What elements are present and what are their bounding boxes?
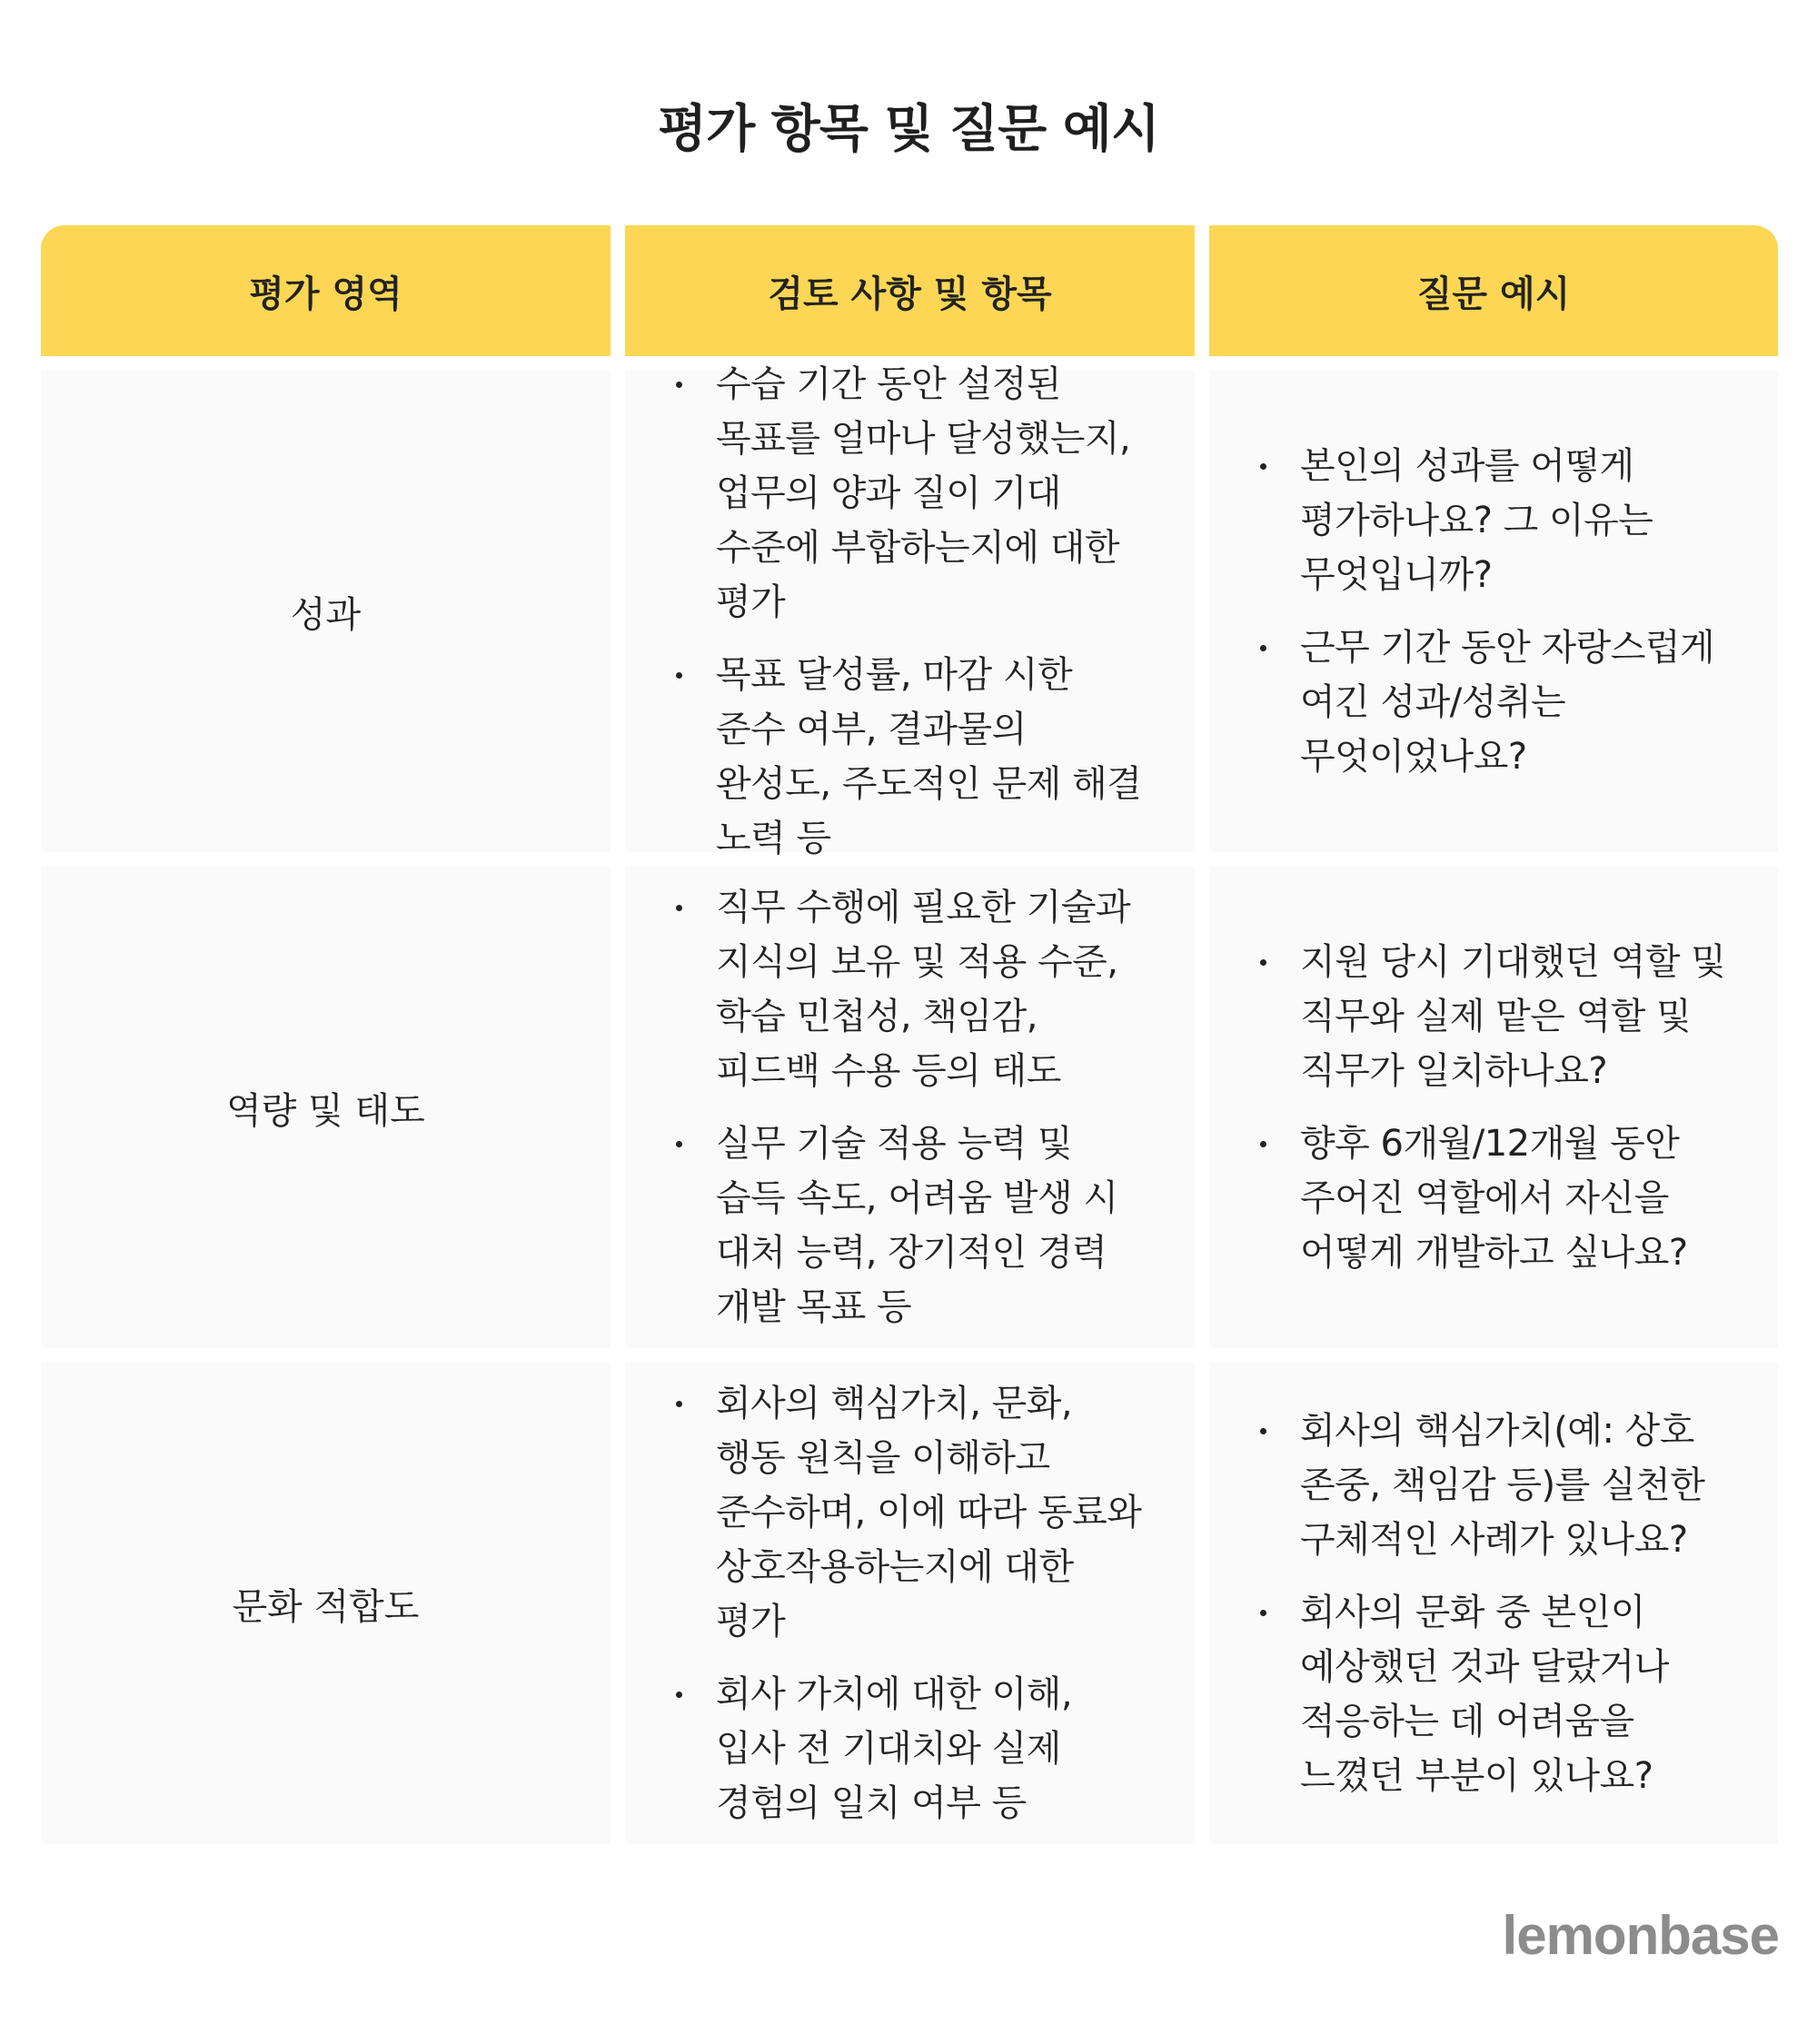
row-competency-review — [625, 867, 1195, 1348]
row-culture-questions — [1209, 1363, 1778, 1844]
row-performance-questions — [1209, 371, 1778, 852]
list-item: 향후 6개월/12개월 동안 주어진 역할에서 자신을 어떻게 개발하고 싶나요? — [1300, 1116, 1733, 1280]
row-performance-area: 성과 — [41, 371, 611, 852]
list-item: 본인의 성과를 어떻게 평가하나요? 그 이유는 무엇입니까? — [1300, 439, 1733, 602]
review-list — [716, 357, 1149, 866]
evaluation-table — [41, 225, 1778, 1844]
list-item: 회사 가치에 대한 이해, 입사 전 기대치와 실제 경험의 일치 여부 등 — [716, 1667, 1149, 1831]
list-item: 목표 달성률, 마감 시한 준수 여부, 결과물의 완성도, 주도적인 문제 해결 노력 등 — [716, 648, 1149, 866]
list-item: 근무 기간 동안 자랑스럽게 여긴 성과/성취는 무엇이었나요? — [1300, 620, 1733, 784]
list-item: 회사의 핵심가치(예: 상호 존중, 책임감 등)를 실천한 구체적인 사례가 있나요? — [1300, 1404, 1733, 1567]
list-item: 지원 당시 기대했던 역할 및 직무와 실제 맡은 역할 및 직무가 일치하나요? — [1300, 935, 1733, 1098]
row-competency-questions — [1209, 867, 1778, 1348]
row-culture-area: 문화 적합도 — [41, 1363, 611, 1844]
question-list — [1300, 1404, 1733, 1803]
review-list — [716, 880, 1149, 1335]
list-item: 회사의 핵심가치, 문화, 행동 원칙을 이해하고 준수하며, 이에 따라 동료와 상호작용하는지에 대한 평가 — [716, 1376, 1149, 1649]
header-review: 검토 사항 및 항목 — [625, 225, 1195, 356]
list-item: 수습 기간 동안 설정된 목표를 얼마나 달성했는지, 업무의 양과 질이 기대 수준에 부합하는지에 대한 평가 — [716, 357, 1149, 630]
header-questions: 질문 예시 — [1209, 225, 1778, 356]
row-performance-review — [625, 363, 1195, 859]
list-item: 직무 수행에 필요한 기술과 지식의 보유 및 적용 수준, 학습 민첩성, 책임감, 피드백 수용 등의 태도 — [716, 880, 1149, 1098]
list-item: 회사의 문화 중 본인이 예상했던 것과 달랐거나 적응하는 데 어려움을 느꼈던 부분이 있나요? — [1300, 1585, 1733, 1803]
header-area: 평가 영역 — [41, 225, 611, 356]
page-title: 평가 항목 및 질문 예시 — [658, 100, 1159, 159]
list-item: 실무 기술 적용 능력 및 습득 속도, 어려움 발생 시 대처 능력, 장기적인 경력 개발 목표 등 — [716, 1116, 1149, 1335]
question-list — [1300, 935, 1733, 1280]
question-list — [1300, 439, 1733, 784]
row-culture-review — [625, 1363, 1195, 1844]
row-competency-area: 역량 및 태도 — [41, 867, 611, 1348]
review-list — [716, 1376, 1149, 1831]
brand-logo: lemonbase — [1502, 1905, 1779, 1966]
